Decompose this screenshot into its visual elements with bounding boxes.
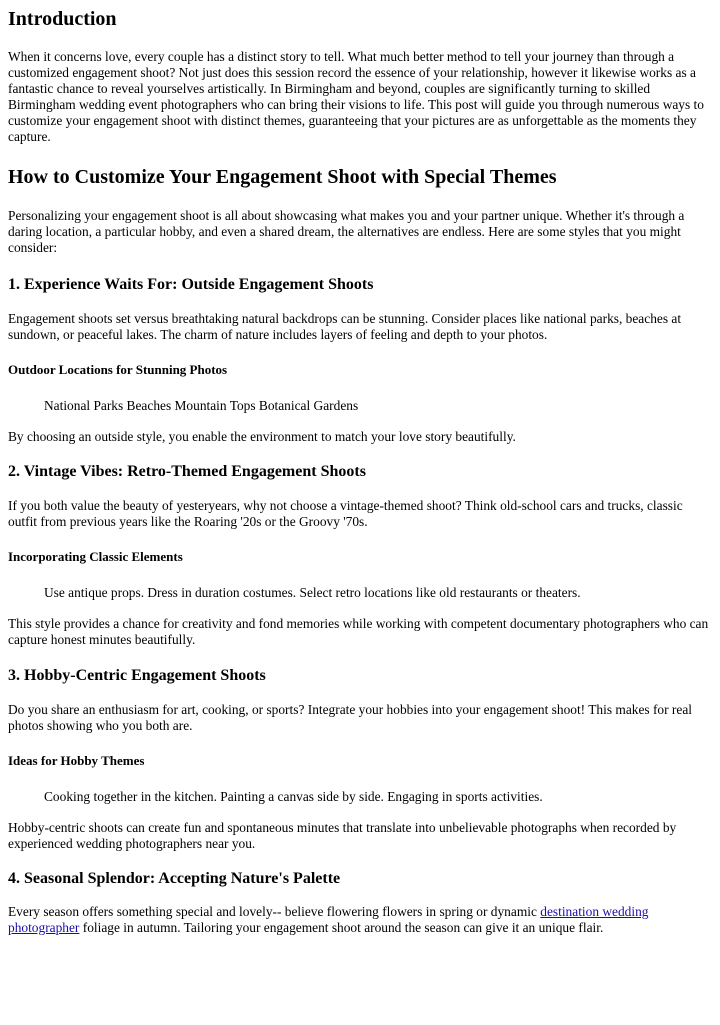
section-2-list: Use antique props. Dress in duration costumes. Select retro locations like old restaurants or theaters.	[44, 585, 581, 600]
section-4-title: 4. Seasonal Splendor: Accepting Nature's Palette	[8, 870, 341, 887]
section-2-title: 2. Vintage Vibes: Retro-Themed Engagement Shoots	[8, 463, 366, 480]
section-3-subtitle: Ideas for Hobby Themes	[8, 753, 145, 768]
section-4-text-before: Every season offers something special and lovely-- believe flowering flowers in spring or dynamic	[8, 904, 541, 919]
section-3-closing: Hobby-centric shoots can create fun and spontaneous minutes that translate into unbelievable photographs when recorded by experienced wedding photographers near you.	[8, 820, 677, 851]
intro-title: Introduction	[8, 8, 117, 30]
intro-paragraph: When it concerns love, every couple has a distinct story to tell. What much better method to tell your journey than through a customized engagement shoot? Not just does this session record the essence of your relationship, however it likewise works as a fantastic chance to reveal yourselves artistically. In Birmingham and beyond, couples are significantly turning to skilled Birmingham wedding event photographers who can bring their visions to life. This post will guide you through numerous ways to customize your engagement shoot with distinct themes, guaranteeing that your pictures are as unforgettable as the moments they capture.	[8, 49, 704, 144]
destination-wedding-photographer-link[interactable]: destination wedding photographer	[8, 904, 649, 935]
section-2-paragraph: If you both value the beauty of yesteryears, why not choose a vintage-themed shoot? Think old-school cars and trucks, classic outfit from previous years like the Roaring '20s or the Groovy '70s.	[8, 498, 683, 529]
section-1-subtitle: Outdoor Locations for Stunning Photos	[8, 362, 228, 377]
section-1-list: National Parks Beaches Mountain Tops Botanical Gardens	[44, 398, 359, 413]
section-1-paragraph: Engagement shoots set versus breathtaking natural backdrops can be stunning. Consider places like national parks, beaches at sundown, or peaceful lakes. The charm of nature includes layers of feeling and depth to your photos.	[8, 311, 682, 342]
section-2-subtitle: Incorporating Classic Elements	[8, 549, 183, 564]
section-4-text-after: foliage in autumn. Tailoring your engagement shoot around the season can give it an unique flair.	[79, 920, 604, 935]
section-1-closing: By choosing an outside style, you enable the environment to match your love story beautifully.	[8, 429, 516, 444]
section-1-title: 1. Experience Waits For: Outside Engagement Shoots	[8, 276, 374, 293]
section-3-list: Cooking together in the kitchen. Painting a canvas side by side. Engaging in sports activities.	[44, 789, 543, 804]
main-title: How to Customize Your Engagement Shoot with Special Themes	[8, 166, 557, 188]
article	[0, 8, 720, 936]
main-paragraph: Personalizing your engagement shoot is all about showcasing what makes you and your partner unique. Whether it's through a daring location, a particular hobby, and even a shared dream, the alternatives are endless. Here are some styles that you might consider:	[8, 208, 685, 255]
section-4-paragraph	[8, 904, 712, 936]
section-3-title: 3. Hobby-Centric Engagement Shoots	[8, 667, 266, 684]
section-2-closing: This style provides a chance for creativity and fond memories while working with competent documentary photographers who can capture honest minutes beautifully.	[8, 616, 709, 647]
section-3-paragraph: Do you share an enthusiasm for art, cooking, or sports? Integrate your hobbies into your engagement shoot! This makes for real photos showing who you both are.	[8, 702, 692, 733]
